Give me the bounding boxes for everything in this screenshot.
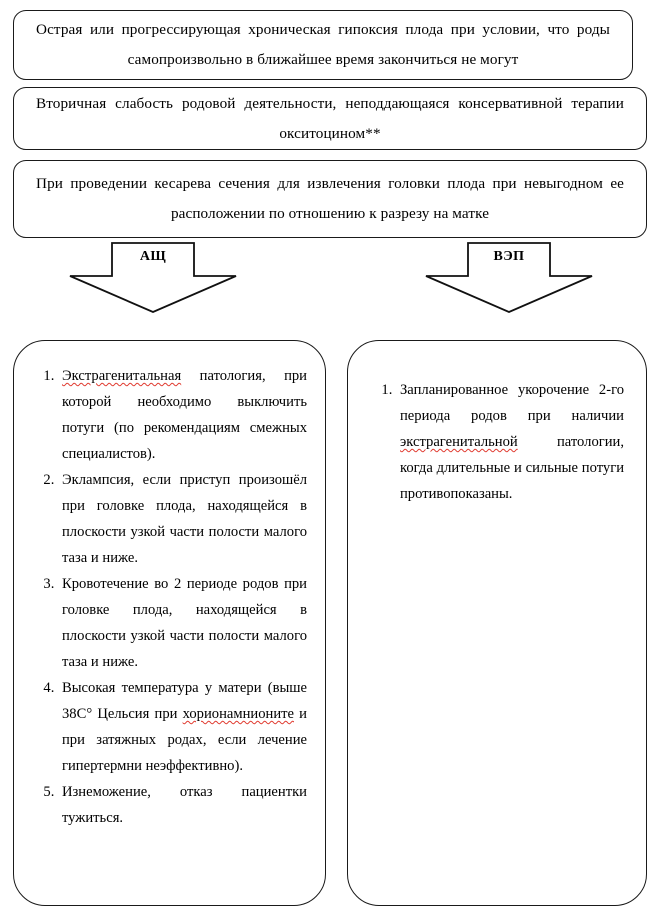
item-text-pre: Эклампсия, если приступ произошёл при головке плода, находящейся в плоскости узкой части полости малого таза и ниже. xyxy=(62,472,307,566)
condition-text: При проведении кесарева сечения для извлечения головки плода при невыгодном ее расположении по отношению к разрезу на матке xyxy=(36,175,624,222)
condition-box-acute-hypoxia xyxy=(13,10,633,80)
item-text-pre: Запланированное укорочение 2-го периода родов при наличии xyxy=(400,382,624,424)
condition-box-secondary-weakness xyxy=(13,87,647,150)
indications-list-forceps xyxy=(14,341,325,831)
spellcheck-term: хорионамнионите xyxy=(182,706,294,722)
item-text-post: патология, при которой необходимо выключить потуги (по рекомендациям смежных специалистов). xyxy=(62,368,307,462)
list-item xyxy=(58,779,307,831)
condition-box-cesarean-extraction xyxy=(13,160,647,238)
item-text-pre: Кровотечение во 2 периоде родов при головке плода, находящейся в плоскости узкой части полости малого таза и ниже. xyxy=(62,576,307,670)
list-item xyxy=(58,467,307,571)
indications-box-forceps xyxy=(13,340,326,906)
list-item xyxy=(58,363,307,467)
item-text-post: и при затяжных родах, если лечение гипертермни неэффективно). xyxy=(62,706,307,774)
item-text-post: патологии, когда длительные и сильные потуги противопоказаны. xyxy=(400,434,624,502)
indications-box-vacuum-extraction xyxy=(347,340,647,906)
list-item xyxy=(396,377,624,507)
list-item xyxy=(58,571,307,675)
spellcheck-term: Экстрагенитальная xyxy=(62,368,182,384)
condition-text: Острая или прогрессирующая хроническая гипоксия плода при условии, что роды самопроизвольно в ближайшее время закончиться не могут xyxy=(36,21,610,68)
item-text-pre: Высокая температура у матери (выше 38С° Цельсия при xyxy=(62,680,307,722)
down-arrow-vacuum-extraction xyxy=(424,242,594,314)
list-item xyxy=(58,675,307,779)
spellcheck-term: экстрагенитальной xyxy=(400,434,518,450)
down-arrow-forceps xyxy=(68,242,238,314)
arrow-label-left: АЩ xyxy=(139,249,167,264)
condition-text: Вторичная слабость родовой деятельности, неподдающаяся консервативной терапии окситоцином** xyxy=(36,94,624,142)
item-text-pre: Изнеможение, отказ пациентки тужиться. xyxy=(62,784,307,826)
arrow-label-right: ВЭП xyxy=(493,249,525,264)
indications-list-vacuum xyxy=(348,341,646,507)
